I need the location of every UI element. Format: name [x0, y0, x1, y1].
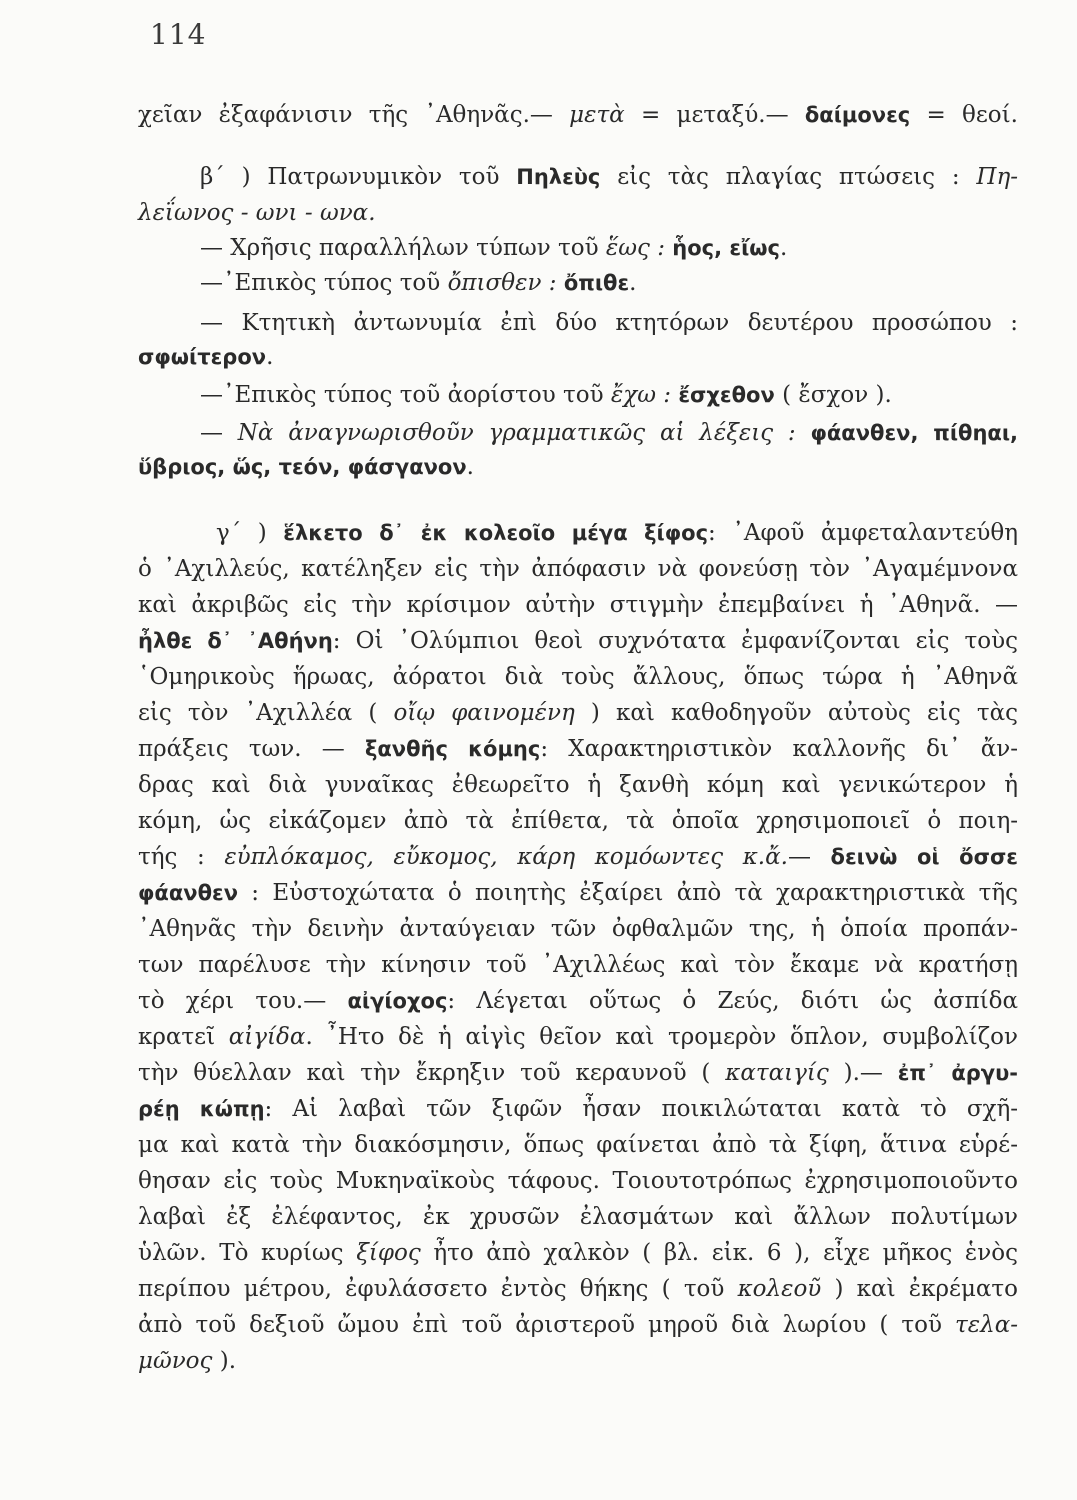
- page-number: 114: [150, 18, 207, 51]
- text-line: χεῖαν ἐξαφάνισιν τῆς ᾿Αθηνᾶς.— μετὰ = μεταξύ.— δαίμονες = θεοί.: [138, 102, 1018, 128]
- text-line: — Κτητικὴ ἀντωνυμία ἐπὶ δύο κτητόρων δευτέρου προσώπου :: [200, 310, 1018, 336]
- text-line: ῾Ομηρικοὺς ἥρωας, ἀόρατοι διὰ τοὺς ἄλλους, ὅπως τώρα ἡ ᾿Αθηνᾶ: [138, 664, 1018, 690]
- text-line: γ΄ ) ἕλκετο δ᾿ ἐκ κολεοῖο μέγα ξίφος: ᾿Αφοῦ ἀμφεταλαντεύθη: [216, 520, 1019, 546]
- text-line: ἦλθε δ᾿ ᾿Αθήνη: Οἱ ᾿Ολύμπιοι θεοὶ συχνότατα ἐμφανίζονται εἰς τοὺς: [138, 628, 1018, 654]
- text-line: κόμη, ὡς εἰκάζομεν ἀπὸ τὰ ἐπίθετα, τὰ ὁποῖα χρησιμοποιεῖ ὁ ποιη-: [138, 808, 1018, 834]
- text-line: θησαν εἰς τοὺς Μυκηναϊκοὺς τάφους. Τοιουτοτρόπως ἐχρησιμοποιοῦντο: [138, 1168, 1018, 1194]
- text-line: μῶνος ).: [138, 1348, 237, 1374]
- text-line: τὸ χέρι του.— αἰγίοχος: Λέγεται οὕτως ὁ Ζεύς, διότι ὡς ἀσπίδα: [138, 988, 1018, 1014]
- text-line: ρέῃ κώπῃ: Αἱ λαβαὶ τῶν ξιφῶν ἦσαν ποικιλώταται κατὰ τὸ σχῆ-: [138, 1096, 1019, 1122]
- text-line: τὴν θύελλαν καὶ τὴν ἔκρηξιν τοῦ κεραυνοῦ ( καταιγίς ).— ἐπ᾿ ἀργυ-: [138, 1060, 1019, 1086]
- text-line: δρας καὶ διὰ γυναῖκας ἐθεωρεῖτο ἡ ξανθὴ κόμη καὶ γενικώτερον ἡ: [138, 772, 1018, 798]
- text-line: λεΐωνος - ωνι - ωνα.: [138, 200, 376, 226]
- text-line: ἀπὸ τοῦ δεξιοῦ ὤμου ἐπὶ τοῦ ἀριστεροῦ μηροῦ διὰ λωρίου ( τοῦ τελα-: [138, 1312, 1018, 1338]
- text-line: εἰς τὸν ᾿Αχιλλέα ( οἴῳ φαινομένη ) καὶ καθοδηγοῦν αὐτοὺς εἰς τὰς: [138, 700, 1019, 726]
- text-line: περίπου μέτρου, ἐφυλάσσετο ἐντὸς θήκης ( τοῦ κολεοῦ ) καὶ ἐκρέματο: [138, 1276, 1018, 1302]
- text-line: — Χρῆσις παραλλήλων τύπων τοῦ ἕως : ἧος, εἴως.: [200, 235, 788, 261]
- text-line: ὕβριος, ὥς, τεόν, φάσγανον.: [138, 454, 474, 480]
- text-line: των παρέλυσε τὴν κίνησιν τοῦ ᾿Αχιλλέως καὶ τὸν ἔκαμε νὰ κρατήσῃ: [138, 952, 1018, 978]
- text-line: κρατεῖ αἰγίδα. ῏Ητο δὲ ἡ αἰγὶς θεῖον καὶ τρομερὸν ὅπλον, συμβολίζον: [138, 1024, 1018, 1050]
- text-line: τής : εὐπλόκαμος, εὔκομος, κάρη κομόωντες κ.ἄ.— δεινὼ οἱ ὄσσε: [138, 844, 1018, 870]
- text-line: μα καὶ κατὰ τὴν διακόσμησιν, ὅπως φαίνεται ἀπὸ τὰ ξίφη, ἅτινα εὑρέ-: [138, 1132, 1018, 1158]
- text-line: — Νὰ ἀναγνωρισθοῦν γραμματικῶς αἱ λέξεις : φάανθεν, πίθηαι,: [200, 420, 1018, 446]
- text-line: —᾿Επικὸς τύπος τοῦ ὄπισθεν : ὄπιθε.: [200, 270, 637, 296]
- text-line: πράξεις των. — ξανθῆς κόμης: Χαρακτηριστικὸν καλλονῆς δι᾿ ἄν-: [138, 736, 1018, 762]
- text-line: φάανθεν : Εὐστοχώτατα ὁ ποιητὴς ἐξαίρει ἀπὸ τὰ χαρακτηριστικὰ τῆς: [138, 880, 1018, 906]
- text-line: καὶ ἀκριβῶς εἰς τὴν κρίσιμον αὐτὴν στιγμὴν ἐπεμβαίνει ἡ ᾿Αθηνᾶ. —: [138, 592, 1018, 618]
- text-line: ὑλῶν. Τὸ κυρίως ξίφος ἦτο ἀπὸ χαλκὸν ( βλ. εἰκ. 6 ), εἶχε μῆκος ἑνὸς: [138, 1240, 1018, 1266]
- text-line: σφωίτερον.: [138, 344, 274, 370]
- text-line: λαβαὶ ἐξ ἐλέφαντος, ἐκ χρυσῶν ἐλασμάτων καὶ ἄλλων πολυτίμων: [138, 1204, 1018, 1230]
- text-line: —᾿Επικὸς τύπος τοῦ ἀορίστου τοῦ ἔχω : ἔσχεθον ( ἔσχον ).: [200, 382, 892, 408]
- text-line: β΄ ) Πατρωνυμικὸν τοῦ Πηλεὺς εἰς τὰς πλαγίας πτώσεις : Πη-: [200, 164, 1018, 190]
- text-line: ὁ ᾿Αχιλλεύς, κατέληξεν εἰς τὴν ἀπόφασιν νὰ φονεύσῃ τὸν ᾿Αγαμέμνονα: [138, 556, 1018, 582]
- text-line: ᾿Αθηνᾶς τὴν δεινὴν ἀνταύγειαν τῶν ὀφθαλμῶν της, ἡ ὁποία προπάν-: [138, 916, 1018, 942]
